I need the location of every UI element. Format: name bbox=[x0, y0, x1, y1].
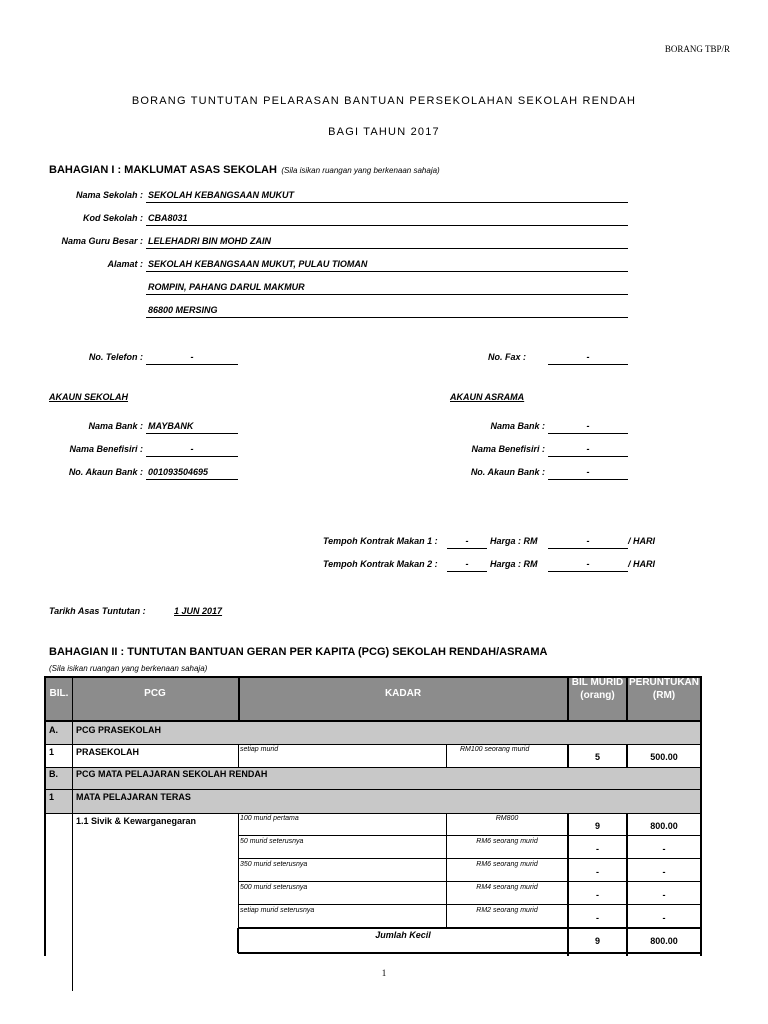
kod-sekolah-label: Kod Sekolah : bbox=[82, 213, 143, 223]
sivik-peruntukan[interactable]: - bbox=[662, 913, 666, 923]
header-kadar: KADAR bbox=[384, 688, 422, 699]
prasekolah-kadar-desc: setiap murid bbox=[240, 746, 279, 753]
page-number: 1 bbox=[381, 968, 387, 978]
benefisiri-asrama-label: Nama Benefisiri : bbox=[471, 444, 545, 454]
header-peruntukan-unit: (RM) bbox=[652, 690, 676, 701]
prasekolah-bil-murid[interactable]: 5 bbox=[594, 752, 600, 762]
sivik-bil-murid[interactable]: - bbox=[596, 844, 599, 854]
nama-sekolah-label: Nama Sekolah : bbox=[75, 190, 143, 200]
telefon-value[interactable]: - bbox=[190, 352, 194, 362]
teras-bil: 1 bbox=[49, 792, 55, 802]
jumlah-kecil-label: Jumlah Kecil bbox=[375, 930, 431, 940]
guru-besar-value[interactable]: LELEHADRI BIN MOHD ZAIN bbox=[148, 236, 271, 246]
akaun-asrama-heading: AKAUN ASRAMA bbox=[450, 392, 525, 402]
sivik-rate: RM2 seorang murid bbox=[476, 907, 538, 914]
header-pcg: PCG bbox=[144, 688, 166, 699]
prasekolah-bil: 1 bbox=[49, 747, 55, 757]
part2-heading: BAHAGIAN II : TUNTUTAN BANTUAN GERAN PER KAPITA (PCG) SEKOLAH RENDAH/ASRAMA bbox=[49, 646, 548, 658]
harga-2-label: Harga : RM bbox=[490, 559, 538, 569]
akaun-asrama-label: No. Akaun Bank : bbox=[470, 467, 545, 477]
sivik-desc: setiap murid seterusnya bbox=[240, 907, 315, 914]
teras-label: MATA PELAJARAN TERAS bbox=[76, 792, 191, 802]
kontrak-2-value[interactable]: - bbox=[465, 559, 469, 569]
section-b-label: PCG MATA PELAJARAN SEKOLAH RENDAH bbox=[76, 769, 268, 779]
kod-sekolah-value[interactable]: CBA8031 bbox=[148, 213, 188, 223]
tarikh-label: Tarikh Asas Tuntutan : bbox=[49, 606, 146, 616]
fax-value[interactable]: - bbox=[586, 352, 590, 362]
part2-note: (Sila isikan ruangan yang berkenaan sahaja) bbox=[49, 664, 208, 673]
jumlah-kecil-peruntukan: 800.00 bbox=[650, 936, 678, 946]
kontrak-1-value[interactable]: - bbox=[465, 536, 469, 546]
bank-asrama-line bbox=[548, 433, 628, 434]
benefisiri-asrama-value[interactable]: - bbox=[586, 444, 590, 454]
per-hari-1: / HARI bbox=[628, 536, 655, 546]
kontrak-2-line bbox=[447, 571, 487, 572]
sivik-rate: RM6 seorang murid bbox=[476, 861, 538, 868]
telefon-label: No. Telefon : bbox=[88, 352, 143, 362]
fax-line bbox=[548, 364, 628, 365]
sivik-desc: 50 murid seterusnya bbox=[240, 838, 304, 845]
alamat-underline-3 bbox=[146, 317, 628, 318]
sivik-desc: 350 murid seterusnya bbox=[240, 861, 308, 868]
kontrak-1-line bbox=[447, 548, 487, 549]
per-hari-2: / HARI bbox=[628, 559, 655, 569]
bank-asrama-value[interactable]: - bbox=[586, 421, 590, 431]
benefisiri-sekolah-value[interactable]: - bbox=[190, 444, 194, 454]
akaun-sekolah-value[interactable]: 001093504695 bbox=[148, 467, 209, 477]
section-b-bil: B. bbox=[49, 769, 58, 779]
alamat-underline-2 bbox=[146, 294, 628, 295]
nama-sekolah-value[interactable]: SEKOLAH KEBANGSAAN MUKUT bbox=[148, 190, 294, 200]
alamat-label: Alamat : bbox=[107, 259, 143, 269]
sivik-peruntukan[interactable]: - bbox=[662, 844, 666, 854]
bank-sekolah-line bbox=[146, 433, 238, 434]
akaun-asrama-value[interactable]: - bbox=[586, 467, 590, 477]
kod-sekolah-line bbox=[146, 225, 628, 226]
tarikh-value[interactable]: 1 JUN 2017 bbox=[174, 606, 223, 616]
form-subtitle: BAGI TAHUN 2017 bbox=[328, 126, 440, 138]
harga-2-line bbox=[548, 571, 628, 572]
benefisiri-sekolah-line bbox=[146, 456, 238, 457]
prasekolah-peruntukan[interactable]: 500.00 bbox=[650, 752, 678, 762]
kontrak-1-label: Tempoh Kontrak Makan 1 : bbox=[323, 536, 438, 546]
header-bil-murid: BIL MURID bbox=[571, 677, 624, 688]
sivik-desc: 100 murid pertama bbox=[240, 815, 299, 822]
harga-2-value[interactable]: - bbox=[586, 559, 590, 569]
sivik-peruntukan[interactable]: - bbox=[662, 867, 666, 877]
nama-sekolah-line bbox=[146, 202, 628, 203]
sivik-peruntukan[interactable]: 800.00 bbox=[650, 821, 678, 831]
jumlah-kecil-bil: 9 bbox=[594, 936, 600, 946]
harga-1-line bbox=[548, 548, 628, 549]
akaun-sekolah-label: No. Akaun Bank : bbox=[68, 467, 143, 477]
bank-sekolah-label: Nama Bank : bbox=[88, 421, 143, 431]
sivik-rate: RM4 seorang murid bbox=[476, 884, 538, 891]
sivik-peruntukan[interactable]: - bbox=[662, 890, 666, 900]
form-title: BORANG TUNTUTAN PELARASAN BANTUAN PERSEKOLAHAN SEKOLAH RENDAH bbox=[131, 95, 637, 107]
bank-asrama-label: Nama Bank : bbox=[490, 421, 545, 431]
alamat-line-2[interactable]: ROMPIN, PAHANG DARUL MAKMUR bbox=[148, 282, 305, 292]
akaun-sekolah-line bbox=[146, 479, 238, 480]
alamat-line-3[interactable]: 86800 MERSING bbox=[148, 305, 218, 315]
benefisiri-asrama-line bbox=[548, 456, 628, 457]
part1-heading-row bbox=[49, 160, 440, 178]
prasekolah-label: PRASEKOLAH bbox=[76, 747, 140, 757]
kontrak-2-label: Tempoh Kontrak Makan 2 : bbox=[323, 559, 438, 569]
alamat-line-1[interactable]: SEKOLAH KEBANGSAAN MUKUT, PULAU TIOMAN bbox=[148, 259, 368, 269]
harga-1-value[interactable]: - bbox=[586, 536, 590, 546]
guru-besar-line bbox=[146, 248, 628, 249]
prasekolah-kadar-rate: RM100 seorang murid bbox=[460, 746, 530, 753]
header-peruntukan: PERUNTUKAN bbox=[629, 677, 699, 688]
alamat-underline-1 bbox=[146, 271, 628, 272]
bank-sekolah-value[interactable]: MAYBANK bbox=[148, 421, 194, 431]
header-bil: BIL. bbox=[49, 688, 69, 699]
guru-besar-label: Nama Guru Besar : bbox=[61, 236, 143, 246]
section-a-bil: A. bbox=[49, 725, 58, 735]
akaun-asrama-line bbox=[548, 479, 628, 480]
benefisiri-sekolah-label: Nama Benefisiri : bbox=[69, 444, 143, 454]
sivik-bil-murid[interactable]: - bbox=[596, 913, 599, 923]
harga-1-label: Harga : RM bbox=[490, 536, 538, 546]
part1-heading: BAHAGIAN I : MAKLUMAT ASAS SEKOLAH bbox=[49, 164, 277, 176]
sivik-rate: RM6 seorang murid bbox=[476, 838, 538, 845]
sivik-label: 1.1 Sivik & Kewarganegaran bbox=[76, 816, 197, 826]
sivik-bil-murid[interactable]: 9 bbox=[594, 821, 600, 831]
fax-label: No. Fax : bbox=[488, 352, 527, 362]
sivik-desc: 500 murid seterusnya bbox=[240, 884, 308, 891]
sivik-bil-murid[interactable]: - bbox=[596, 890, 599, 900]
akaun-sekolah-heading: AKAUN SEKOLAH bbox=[49, 392, 129, 402]
sivik-bil-murid[interactable]: - bbox=[596, 867, 599, 877]
section-a-label: PCG PRASEKOLAH bbox=[76, 725, 162, 735]
telefon-line bbox=[146, 364, 238, 365]
header-bil-murid-unit: (orang) bbox=[580, 690, 615, 701]
form-code: BORANG TBP/R bbox=[664, 44, 730, 54]
sivik-rate: RM800 bbox=[495, 815, 519, 822]
part1-note: (Sila isikan ruangan yang berkenaan sahaja) bbox=[281, 166, 440, 175]
